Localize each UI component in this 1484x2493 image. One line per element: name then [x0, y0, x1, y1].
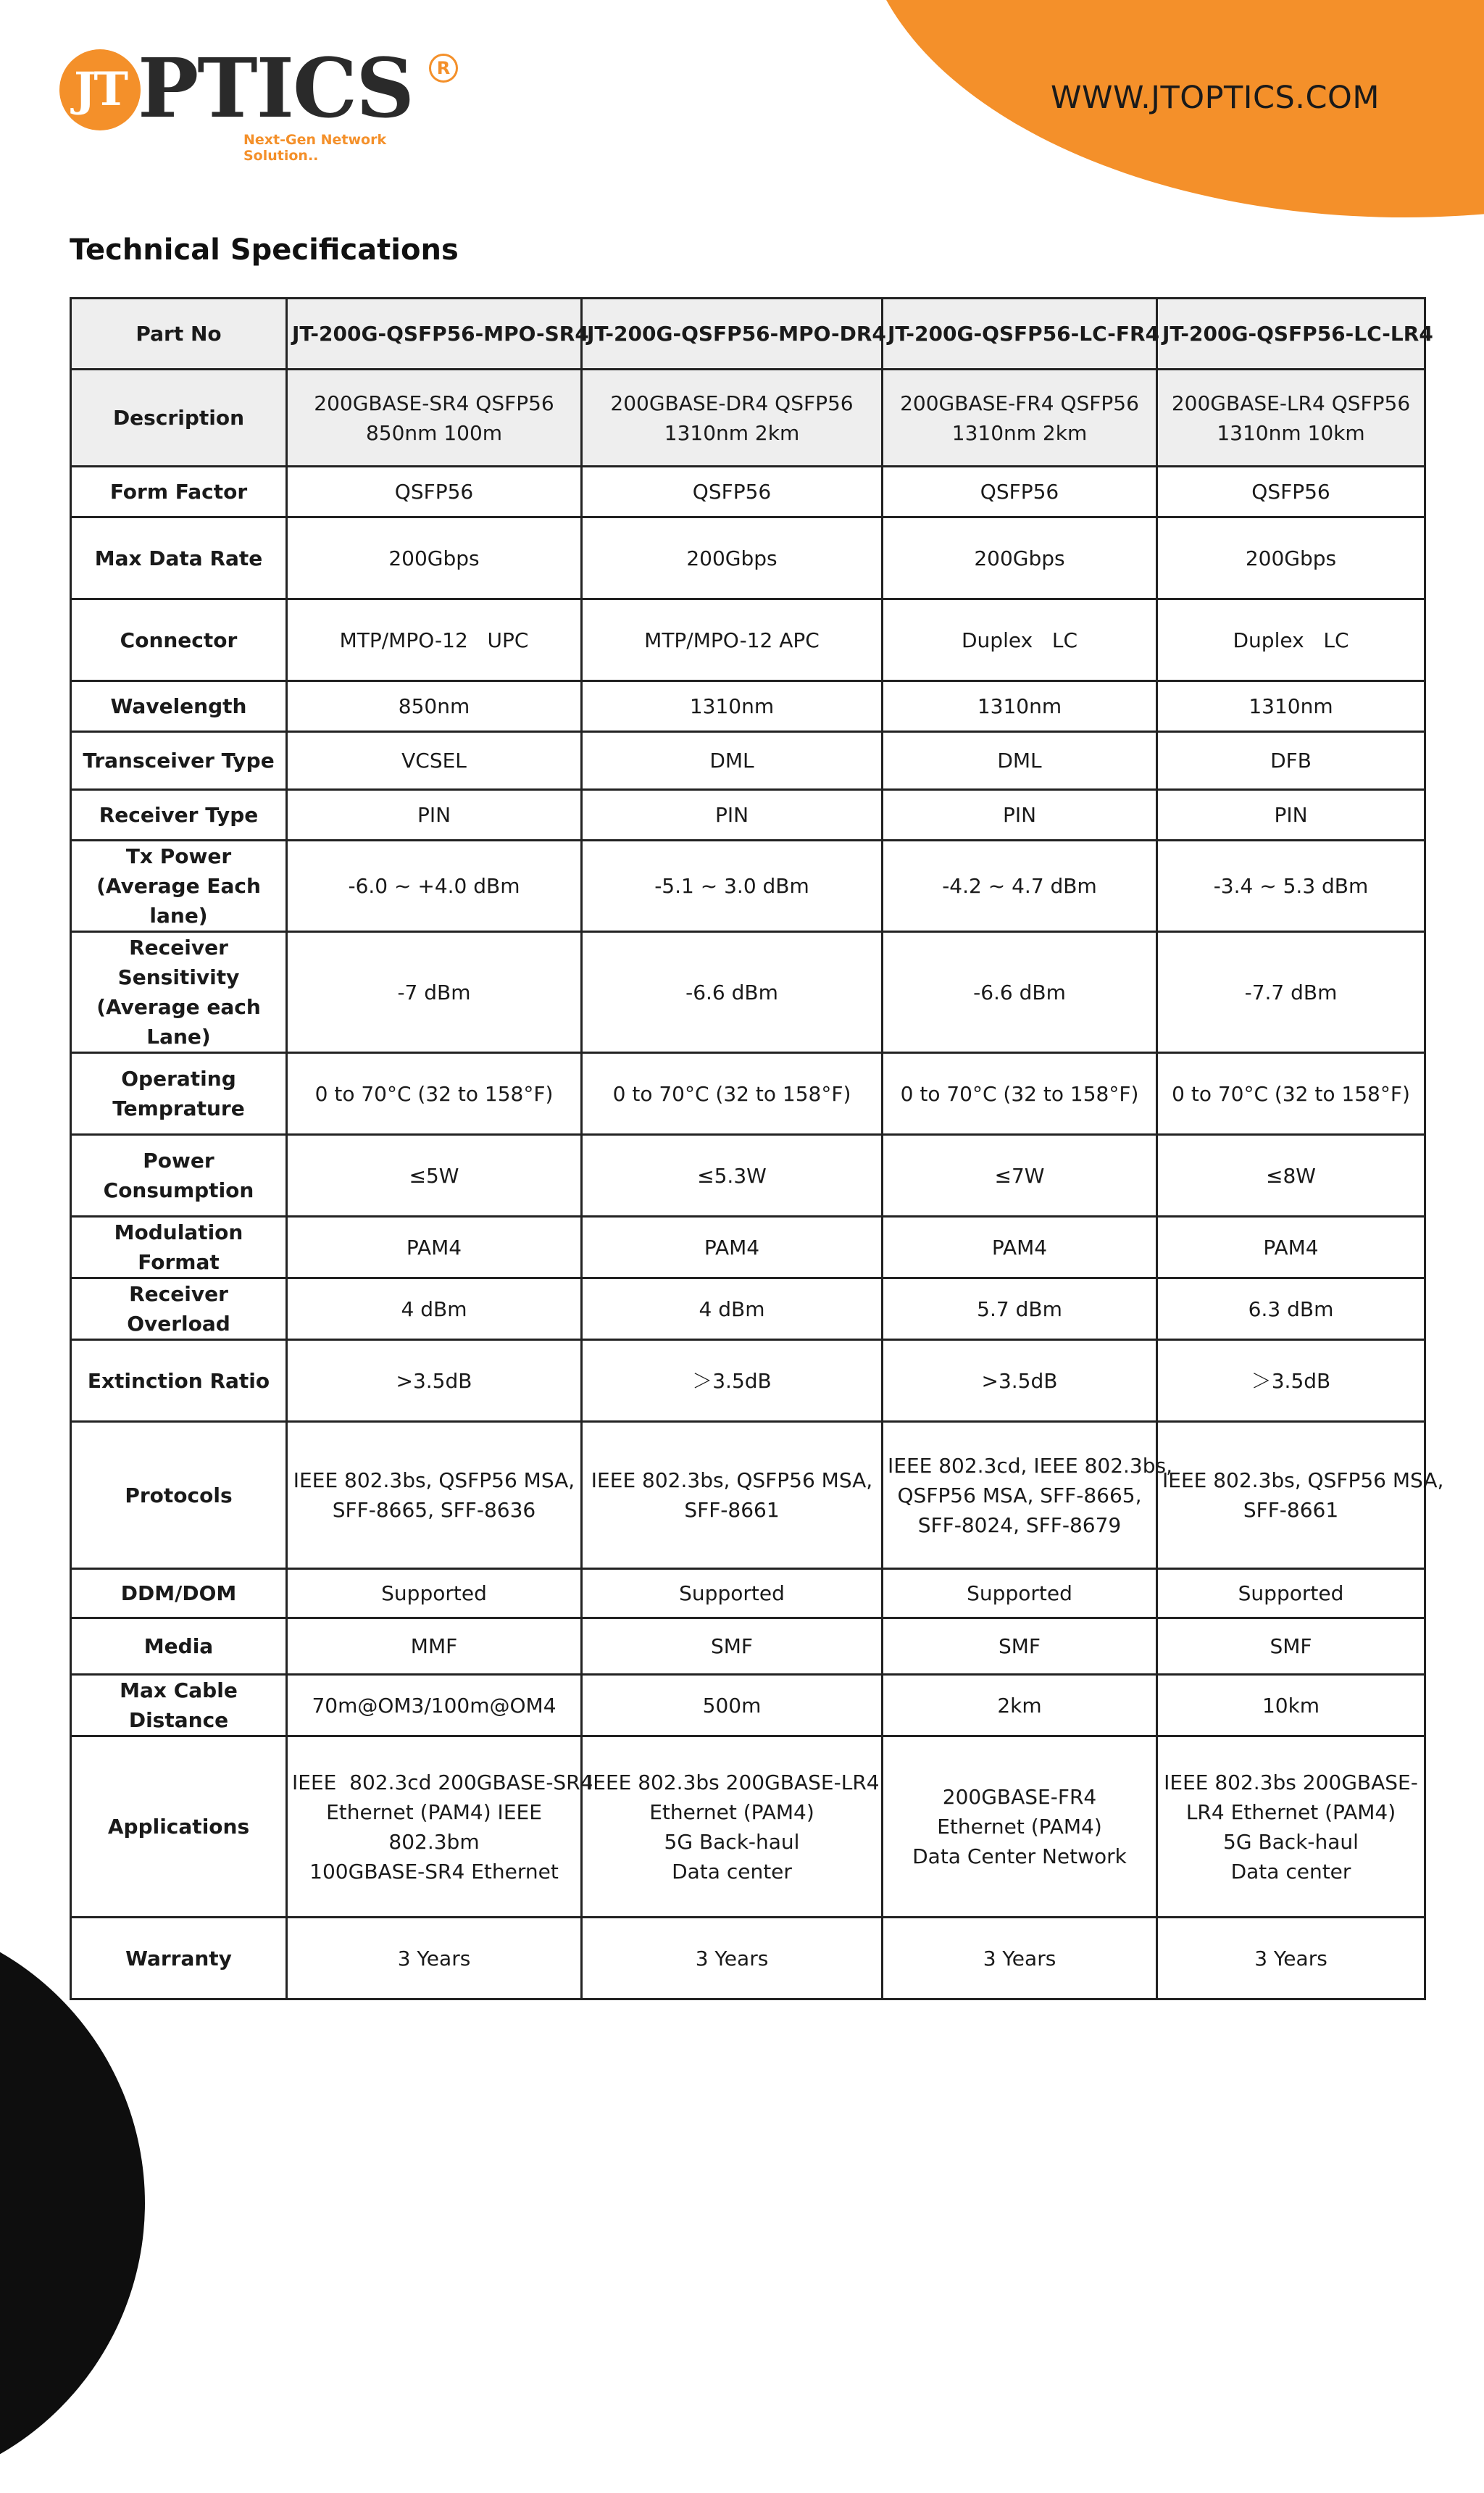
table-cell — [883, 467, 1157, 517]
table-cell — [1157, 1618, 1425, 1675]
table-cell — [883, 1569, 1157, 1618]
row-label: Warranty — [71, 1918, 287, 1999]
cell-line: Supported — [967, 1581, 1072, 1605]
cell-line: QSFP56 — [980, 480, 1059, 504]
row-label: Receiver Overload — [71, 1278, 287, 1340]
logo-tagline: Next-Gen Network Solution.. — [243, 132, 387, 164]
cell-line: Data Center Network — [912, 1844, 1127, 1868]
table-row — [71, 1135, 1425, 1217]
table-cell — [582, 1053, 883, 1135]
table-cell — [582, 467, 883, 517]
cell-line: PIN — [1274, 803, 1308, 827]
table-cell — [582, 1736, 883, 1918]
table-cell — [582, 932, 883, 1053]
table-cell — [287, 1569, 582, 1618]
table-cell — [287, 517, 582, 599]
table-cell — [1157, 370, 1425, 467]
table-cell — [1157, 1422, 1444, 1569]
table-row — [71, 1278, 1425, 1340]
table-cell — [582, 1278, 883, 1340]
cell-line: SMF — [1270, 1634, 1312, 1658]
cell-line: Ethernet (PAM4) — [649, 1799, 814, 1824]
table-cell — [1157, 517, 1425, 599]
table-cell — [582, 1618, 883, 1675]
part-number-sr4: JT-200G-QSFP56-MPO-SR4 — [287, 299, 582, 370]
table-row — [71, 1918, 1425, 1999]
cell-line: PIN — [417, 803, 451, 827]
table-row — [71, 599, 1425, 681]
row-label: Operating Temprature — [71, 1053, 287, 1135]
cell-line: PAM4 — [991, 1235, 1048, 1260]
table-row — [71, 1675, 1425, 1736]
cell-line: ≤5.3W — [697, 1163, 767, 1188]
cell-line: 500m — [702, 1693, 762, 1718]
website-url: WWW.JTOPTICS.COM — [1051, 80, 1380, 116]
row-label: Power Consumption — [71, 1135, 287, 1217]
table-cell — [582, 1340, 883, 1422]
cell-line: 200GBASE-SR4 QSFP56 — [314, 391, 554, 415]
spec-table — [70, 297, 1444, 2000]
table-cell — [287, 732, 582, 790]
table-cell — [287, 1217, 582, 1278]
table-cell — [1157, 732, 1425, 790]
row-label: Max Data Rate — [71, 517, 287, 599]
table-cell — [582, 599, 883, 681]
cell-line: SMF — [710, 1634, 754, 1658]
cell-line: 10km — [1262, 1693, 1320, 1718]
table-cell — [287, 1918, 582, 1999]
table-cell — [883, 932, 1157, 1053]
table-cell — [883, 517, 1157, 599]
cell-line: ≤7W — [994, 1163, 1045, 1188]
cell-line: QSFP56 — [394, 480, 474, 504]
table-cell — [287, 1340, 582, 1422]
table-cell — [1157, 1053, 1425, 1135]
table-cell — [582, 1422, 883, 1569]
row-label: Applications — [71, 1736, 287, 1918]
row-label: Tx Power (Average Each lane) — [71, 841, 287, 932]
cell-line: -3.4 ~ 5.3 dBm — [1213, 874, 1369, 898]
cell-line: 5G Back-haul — [1223, 1829, 1359, 1854]
black-corner-shape — [0, 1913, 145, 2493]
cell-line: -6.6 dBm — [973, 980, 1066, 1004]
table-cell — [582, 841, 883, 932]
table-cell — [287, 790, 582, 841]
cell-line: MMF — [410, 1634, 458, 1658]
cell-line: 4 dBm — [699, 1297, 765, 1321]
cell-line: Data center — [672, 1859, 792, 1884]
cell-line: PAM4 — [1263, 1235, 1319, 1260]
logo-wordmark: PTICS — [138, 41, 413, 136]
table-cell — [1157, 1675, 1425, 1736]
cell-line: Supported — [679, 1581, 785, 1605]
table-cell — [1157, 841, 1425, 932]
table-cell — [883, 681, 1157, 732]
cell-line: SFF-8665, SFF-8636 — [332, 1498, 536, 1522]
table-cell — [287, 1675, 582, 1736]
table-cell — [883, 1675, 1157, 1736]
cell-line: QSFP56 — [1251, 480, 1330, 504]
cell-line: -6.6 dBm — [685, 980, 778, 1004]
cell-line: 850nm 100m — [365, 420, 503, 445]
row-label: Description — [71, 370, 287, 467]
cell-line: Duplex LC — [1233, 628, 1349, 652]
table-row — [71, 681, 1425, 732]
table-row — [71, 1053, 1425, 1135]
logo-mark: JT — [59, 49, 141, 130]
cell-line: -5.1 ~ 3.0 dBm — [654, 874, 809, 898]
table-row — [71, 790, 1425, 841]
cell-line: 0 to 70°C (32 to 158°F) — [612, 1081, 851, 1106]
table-cell — [582, 1918, 883, 1999]
table-cell — [883, 1422, 1173, 1569]
cell-line: LR4 Ethernet (PAM4) — [1185, 1799, 1396, 1824]
cell-line: 1310nm 2km — [664, 420, 800, 445]
table-header-row — [71, 299, 1425, 370]
row-label: Transceiver Type — [71, 732, 287, 790]
part-number-dr4: JT-200G-QSFP56-MPO-DR4 — [582, 299, 883, 370]
cell-line: Ethernet (PAM4) IEEE — [326, 1799, 542, 1824]
table-cell — [883, 841, 1157, 932]
table-cell — [1157, 790, 1425, 841]
cell-line: 200GBASE-LR4 QSFP56 — [1171, 391, 1411, 415]
cell-line: Ethernet (PAM4) — [937, 1815, 1102, 1839]
table-row — [71, 370, 1425, 467]
cell-line: Supported — [381, 1581, 487, 1605]
table-cell — [287, 1422, 582, 1569]
cell-line: 200Gbps — [1245, 546, 1337, 570]
table-cell — [582, 1675, 883, 1736]
cell-line: 1310nm — [689, 694, 775, 718]
table-cell — [1157, 1736, 1425, 1918]
table-cell — [582, 370, 883, 467]
table-row — [71, 1618, 1425, 1675]
cell-line: 1310nm 2km — [951, 420, 1088, 445]
cell-line: 200GBASE-DR4 QSFP56 — [610, 391, 854, 415]
cell-line: IEEE 802.3cd, IEEE 802.3bs, — [888, 1453, 1173, 1478]
table-row — [71, 932, 1425, 1053]
row-label: Receiver Type — [71, 790, 287, 841]
table-cell — [883, 370, 1157, 467]
cell-line: QSFP56 — [692, 480, 772, 504]
cell-line: 200GBASE-FR4 — [942, 1785, 1097, 1809]
table-cell — [287, 1135, 582, 1217]
cell-line: 70m@OM3/100m@OM4 — [312, 1693, 556, 1718]
table-cell — [883, 1278, 1157, 1340]
table-cell — [582, 517, 883, 599]
table-cell — [582, 1569, 883, 1618]
cell-line: -7.7 dBm — [1244, 980, 1338, 1004]
table-row — [71, 1736, 1425, 1918]
cell-line: 200GBASE-FR4 QSFP56 — [900, 391, 1139, 415]
table-cell — [287, 370, 582, 467]
table-cell — [582, 1217, 883, 1278]
cell-line: >3.5dB — [396, 1368, 472, 1393]
table-cell — [883, 1918, 1157, 1999]
table-cell — [1157, 467, 1425, 517]
cell-line: PIN — [1002, 803, 1037, 827]
table-cell — [883, 1053, 1157, 1135]
cell-line: IEEE 802.3cd 200GBASE-SR4 — [292, 1770, 593, 1794]
cell-line: 200Gbps — [686, 546, 778, 570]
table-cell — [1157, 1918, 1425, 1999]
cell-line: DML — [997, 749, 1042, 773]
cell-line: SMF — [998, 1634, 1041, 1658]
cell-line: 5.7 dBm — [977, 1297, 1062, 1321]
table-row — [71, 1217, 1425, 1278]
table-cell — [582, 732, 883, 790]
cell-line: IEEE 802.3bs, QSFP56 MSA, — [591, 1468, 873, 1492]
cell-line: SFF-8024, SFF-8679 — [917, 1512, 1122, 1537]
cell-line: IEEE 802.3bs 200GBASE- — [1164, 1770, 1418, 1794]
cell-line: ＞3.5dB — [692, 1368, 772, 1393]
table-cell — [883, 1618, 1157, 1675]
cell-line: Data center — [1230, 1859, 1351, 1884]
table-cell — [582, 1135, 883, 1217]
cell-line: 2km — [997, 1693, 1042, 1718]
row-label: Protocols — [71, 1422, 287, 1569]
table-cell — [287, 1278, 582, 1340]
cell-line: -7 dBm — [397, 980, 471, 1004]
table-cell — [1157, 681, 1425, 732]
cell-line: 802.3bm — [388, 1829, 480, 1854]
table-cell — [883, 790, 1157, 841]
table-cell — [1157, 1217, 1425, 1278]
row-label: Extinction Ratio — [71, 1340, 287, 1422]
cell-line: 3 Years — [695, 1946, 769, 1970]
cell-line: ≤8W — [1266, 1163, 1316, 1188]
cell-line: PIN — [714, 803, 749, 827]
cell-line: 1310nm — [977, 694, 1062, 718]
table-cell — [1157, 1278, 1425, 1340]
cell-line: IEEE 802.3bs 200GBASE-LR4 — [587, 1770, 880, 1794]
cell-line: VCSEL — [401, 749, 467, 773]
cell-line: Duplex LC — [961, 628, 1077, 652]
cell-line: 100GBASE-SR4 Ethernet — [309, 1859, 559, 1884]
cell-line: Supported — [1238, 1581, 1344, 1605]
cell-line: QSFP56 MSA, SFF-8665, — [897, 1483, 1142, 1507]
cell-line: 200Gbps — [388, 546, 480, 570]
table-cell — [883, 1217, 1157, 1278]
row-label: DDM/DOM — [71, 1569, 287, 1618]
table-cell — [883, 1340, 1157, 1422]
table-cell — [582, 790, 883, 841]
cell-line: PAM4 — [406, 1235, 462, 1260]
cell-line: 3 Years — [397, 1946, 471, 1970]
cell-line: -4.2 ~ 4.7 dBm — [942, 874, 1097, 898]
table-cell — [287, 681, 582, 732]
table-cell — [287, 599, 582, 681]
table-cell — [1157, 932, 1425, 1053]
registered-icon: R — [429, 54, 458, 83]
table-cell — [1157, 599, 1425, 681]
cell-line: 5G Back-haul — [664, 1829, 800, 1854]
table-cell — [287, 932, 582, 1053]
table-row — [71, 517, 1425, 599]
cell-line: MTP/MPO-12 APC — [644, 628, 820, 652]
cell-line: -6.0 ~ +4.0 dBm — [348, 874, 520, 898]
table-cell — [287, 467, 582, 517]
cell-line: 3 Years — [983, 1946, 1056, 1970]
part-number-lr4: JT-200G-QSFP56-LC-LR4 — [1157, 299, 1425, 370]
cell-line: 4 dBm — [401, 1297, 467, 1321]
table-cell — [287, 1618, 582, 1675]
table-row — [71, 1569, 1425, 1618]
table-cell — [1157, 1569, 1425, 1618]
part-number-fr4: JT-200G-QSFP56-LC-FR4 — [883, 299, 1157, 370]
cell-line: 1310nm — [1249, 694, 1333, 718]
row-label: Media — [71, 1618, 287, 1675]
table-cell — [1157, 1340, 1425, 1422]
table-cell — [287, 1736, 593, 1918]
cell-line: 0 to 70°C (32 to 158°F) — [314, 1081, 554, 1106]
cell-line: MTP/MPO-12 UPC — [339, 628, 529, 652]
cell-line: SFF-8661 — [1243, 1498, 1339, 1522]
table-cell — [883, 599, 1157, 681]
cell-line: 200Gbps — [974, 546, 1065, 570]
table-cell — [287, 841, 582, 932]
cell-line: DML — [709, 749, 754, 773]
cell-line: 3 Years — [1254, 1946, 1327, 1970]
cell-line: >3.5dB — [981, 1368, 1058, 1393]
table-cell — [883, 1135, 1157, 1217]
cell-line: 6.3 dBm — [1248, 1297, 1334, 1321]
cell-line: SFF-8661 — [684, 1498, 780, 1522]
section-title: Technical Specifications — [70, 233, 459, 267]
table-cell — [883, 732, 1157, 790]
row-label: Wavelength — [71, 681, 287, 732]
cell-line: DFB — [1270, 749, 1312, 773]
cell-line: IEEE 802.3bs, QSFP56 MSA, — [293, 1468, 575, 1492]
cell-line: ＞3.5dB — [1251, 1368, 1331, 1393]
table-cell — [287, 1053, 582, 1135]
cell-line: PAM4 — [704, 1235, 760, 1260]
row-label: Connector — [71, 599, 287, 681]
cell-line: 850nm — [398, 694, 470, 718]
table-row — [71, 467, 1425, 517]
row-label: Modulation Format — [71, 1217, 287, 1278]
cell-line: 0 to 70°C (32 to 158°F) — [1172, 1081, 1410, 1106]
table-cell — [582, 681, 883, 732]
table-cell — [1157, 1135, 1425, 1217]
row-label: Form Factor — [71, 467, 287, 517]
table-row — [71, 732, 1425, 790]
table-row — [71, 1422, 1425, 1569]
table-row — [71, 1340, 1425, 1422]
cell-line: 1310nm 10km — [1217, 420, 1365, 445]
cell-line: 0 to 70°C (32 to 158°F) — [900, 1081, 1139, 1106]
cell-line: ≤5W — [409, 1163, 459, 1188]
company-logo — [57, 41, 462, 164]
table-row — [71, 841, 1425, 932]
part-no-label: Part No — [71, 299, 287, 370]
row-label: Receiver Sensitivity (Average each Lane) — [71, 932, 287, 1053]
table-cell — [883, 1736, 1157, 1918]
row-label: Max Cable Distance — [71, 1675, 287, 1736]
cell-line: IEEE 802.3bs, QSFP56 MSA, — [1162, 1468, 1444, 1492]
